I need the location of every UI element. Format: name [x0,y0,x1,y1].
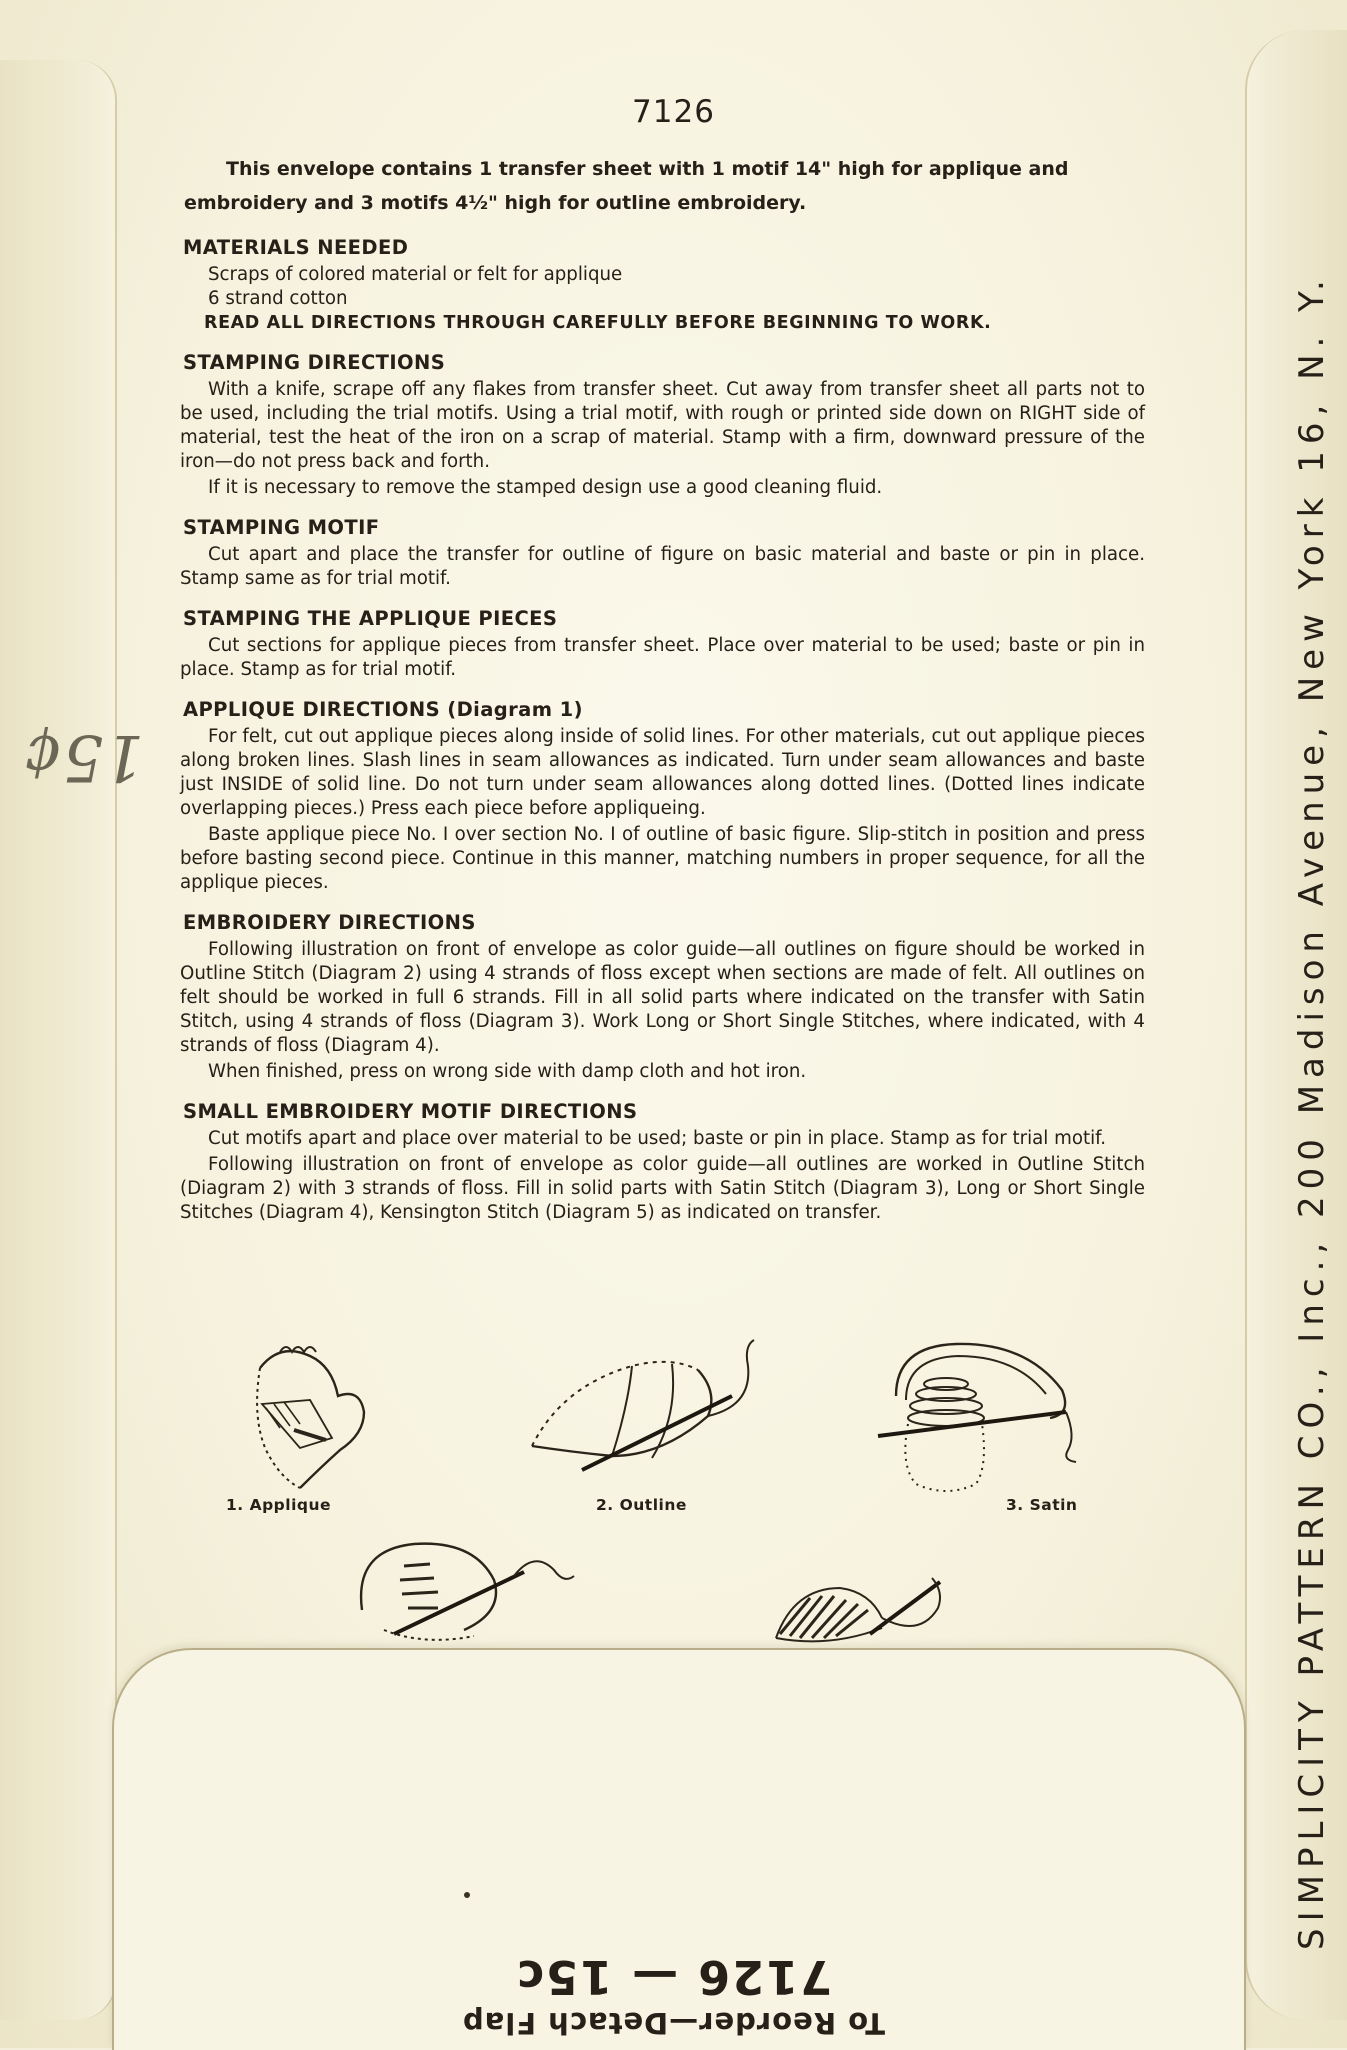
pattern-number: 7126 [632,94,715,130]
paragraph: Cut motifs apart and place over material to be used; baste or pin in place. Stamp as for trial motif. [208,1128,1106,1149]
paragraph: Baste applique piece No. I over section No. I of outline of basic figure. Slip-stitch in position and press before basting second piece. Continue in this manner, matching numbers in proper sequence, for all the applique pieces. [180,824,1145,893]
read-directions-note: READ ALL DIRECTIONS THROUGH CAREFULLY BEFORE BEGINNING TO WORK. [204,313,992,333]
materials-section [180,236,1145,335]
diagram-caption: 1. Applique [226,1496,332,1514]
applique-diagram-icon [240,1338,400,1502]
material-item: 6 strand cotton [208,288,348,309]
outline-stitch-diagram-icon [522,1346,762,1490]
stamping-motif-section [180,516,1145,591]
applique-directions-section [180,698,1145,895]
paragraph: If it is necessary to remove the stamped design use a good cleaning fluid. [208,477,883,498]
section-title: SMALL EMBROIDERY MOTIF DIRECTIONS [183,1100,638,1123]
section-title: EMBROIDERY DIRECTIONS [183,911,476,934]
flap-dot [464,1892,470,1898]
reorder-note: To Reorder—Detach Flap [461,2006,886,2040]
paragraph: For felt, cut out applique pieces along inside of solid lines. For other materials, cut out applique pieces along broken lines. Slash lines in seam allowances as indicated. Turn under seam allowances and baste just INSIDE of solid line. Do not turn under seam allowances along dotted lines. (Dotted lines indicate overlapping pieces.) Press each piece before appliqueing. [180,726,1145,819]
embroidery-directions-section [180,911,1145,1084]
section-title: STAMPING THE APPLIQUE PIECES [183,607,558,630]
section-title: STAMPING DIRECTIONS [183,351,446,374]
section-title: APPLIQUE DIRECTIONS (Diagram 1) [183,698,583,721]
paragraph: Cut apart and place the transfer for outline of figure on basic material and baste or pin in place. Stamp same as for trial motif. [180,544,1145,589]
small-motif-directions-section [180,1100,1145,1225]
instructions [180,152,1145,1241]
material-item: Scraps of colored material or felt for applique [208,264,623,285]
left-side-flap [0,60,117,2020]
intro-text: This envelope contains 1 transfer sheet with 1 motif 14" high for applique and embroidery and 3 motifs 4½" high for outline embroidery. [184,158,1069,214]
paragraph: Cut sections for applique pieces from transfer sheet. Place over material to be used; baste or pin in place. Stamp as for trial motif. [180,635,1145,680]
diagram-caption: 2. Outline [596,1496,687,1514]
paragraph: When finished, press on wrong side with damp cloth and hot iron. [208,1061,807,1082]
stamping-applique-section [180,607,1145,682]
section-title: STAMPING MOTIF [183,516,380,539]
handwritten-price: 15¢ [22,720,145,794]
reorder-code: 7126 — 15c [514,1950,833,2004]
publisher-address: SIMPLICITY PATTERN CO., Inc., 200 Madison Avenue, New York 16, N. Y. [1292,273,1332,1950]
single-stitch-diagram-icon [354,1530,574,1654]
paragraph: Following illustration on front of envelope as color guide—all outlines on figure should be worked in Outline Stitch (Diagram 2) using 4 strands of floss except when sections are made of felt. All outlines on felt should be worked in full 6 strands. Fill in all solid parts where indicated on the transfer with Satin Stitch, using 4 strands of floss (Diagram 3). Work Long or Short Single Stitches, where indicated, with 4 strands of floss (Diagram 4). [180,939,1145,1056]
paragraph: Following illustration on front of envelope as color guide—all outlines are worked in Outline Stitch (Diagram 2) with 3 strands of floss. Fill in solid parts with Satin Stitch (Diagram 3), Long or Short Single Stitches (Diagram 4), Kensington Stitch (Diagram 5) as indicated on transfer. [180,1154,1145,1223]
paragraph: With a knife, scrape off any flakes from transfer sheet. Cut away from transfer sheet all parts not to be used, including the trial motifs. Using a trial motif, with rough or printed side down on RIGHT side of material, test the heat of the iron on a scrap of material. Stamp with a firm, downward pressure of the iron—do not press back and forth. [180,379,1145,472]
diagram-caption: 3. Satin [1006,1496,1078,1514]
stamping-directions-section [180,351,1145,500]
satin-stitch-diagram-icon [876,1336,1096,1500]
section-title: MATERIALS NEEDED [183,236,409,259]
